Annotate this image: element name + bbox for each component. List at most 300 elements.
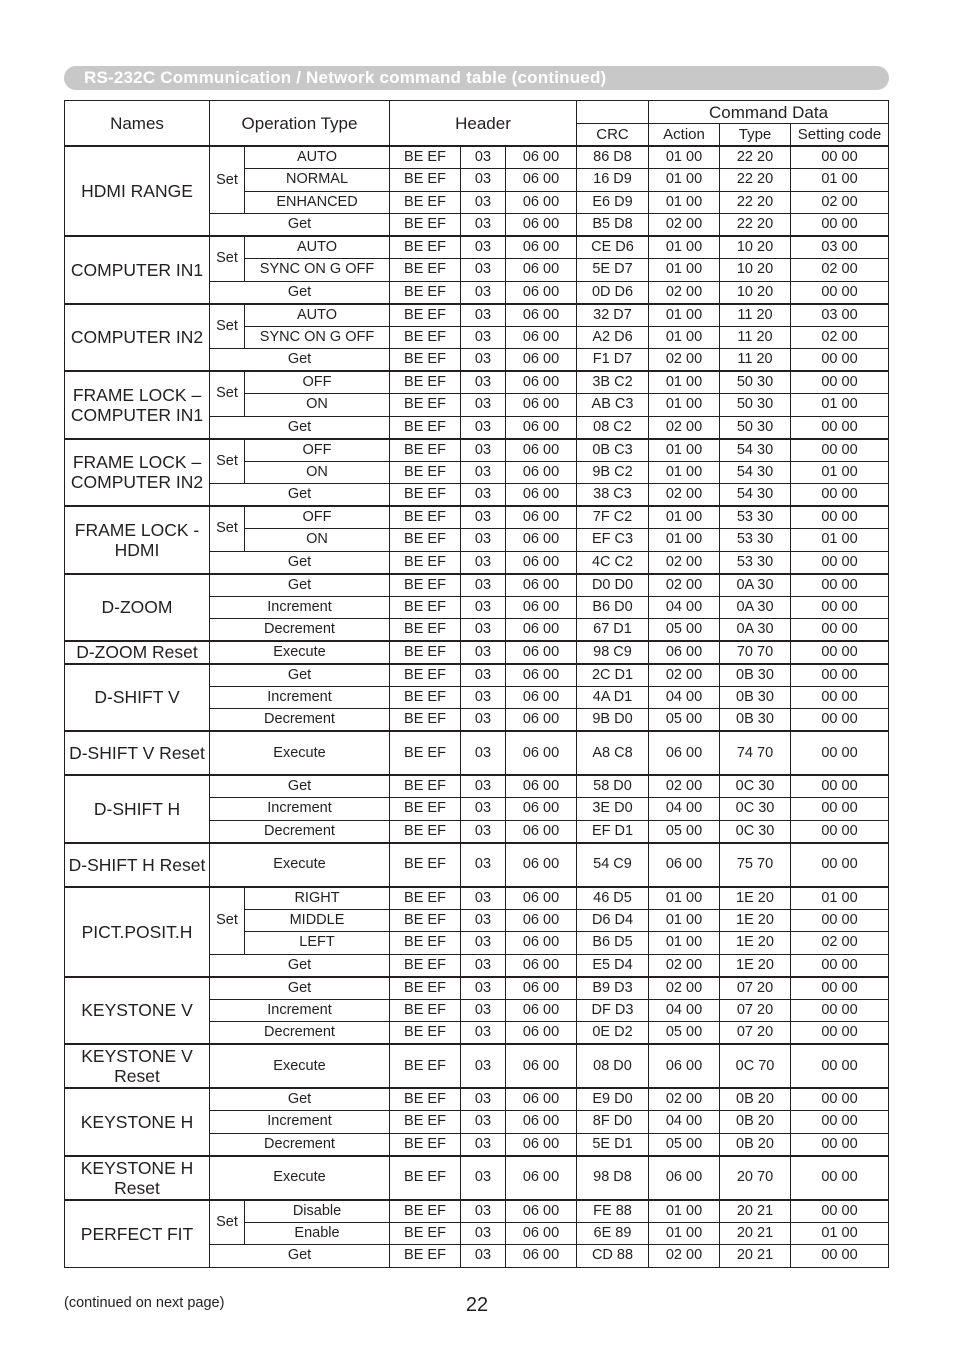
table-row [65, 371, 889, 394]
header-cell: 03 [461, 371, 506, 394]
setting-code-cell: 00 00 [791, 686, 889, 709]
header-cell: 03 [461, 1156, 506, 1200]
header-setting-code: Setting code [791, 124, 889, 147]
operation-type: Execute [210, 843, 390, 887]
operation-value: OFF [245, 371, 390, 394]
crc-cell: 9B D0 [577, 709, 649, 732]
crc-cell: 4A D1 [577, 686, 649, 709]
setting-code-cell: 03 00 [791, 236, 889, 259]
header-cell: BE EF [390, 664, 461, 687]
crc-cell: 4C C2 [577, 551, 649, 574]
crc-cell: E6 D9 [577, 191, 649, 214]
header-cell: 06 00 [506, 281, 577, 304]
setting-code-cell: 00 00 [791, 619, 889, 642]
command-name: D-ZOOM Reset [65, 641, 210, 664]
setting-code-cell: 00 00 [791, 484, 889, 507]
action-cell: 02 00 [649, 214, 720, 237]
header-cell: 03 [461, 146, 506, 169]
operation-value: SYNC ON G OFF [245, 259, 390, 282]
header-cell: BE EF [390, 619, 461, 642]
action-cell: 04 00 [649, 686, 720, 709]
type-cell: 50 30 [720, 416, 791, 439]
header-cell: BE EF [390, 1133, 461, 1156]
set-label: Set [210, 146, 245, 214]
operation-type: Increment [210, 798, 390, 821]
header-cell: 06 00 [506, 686, 577, 709]
header-cell: 03 [461, 394, 506, 417]
operation-value: LEFT [245, 932, 390, 955]
set-label: Set [210, 439, 245, 484]
type-cell: 54 30 [720, 439, 791, 462]
header-cell: 06 00 [506, 1156, 577, 1200]
header-cell: 06 00 [506, 1222, 577, 1245]
table-row [65, 1200, 889, 1223]
command-name: FRAME LOCK – COMPUTER IN1 [65, 371, 210, 439]
header-cell: 03 [461, 977, 506, 1000]
command-name: KEYSTONE H [65, 1088, 210, 1156]
setting-code-cell: 00 00 [791, 1088, 889, 1111]
header-cell: BE EF [390, 326, 461, 349]
header-cell: 06 00 [506, 641, 577, 664]
crc-cell: 86 D8 [577, 146, 649, 169]
crc-cell: 0D D6 [577, 281, 649, 304]
setting-code-cell: 00 00 [791, 798, 889, 821]
header-cell: BE EF [390, 1022, 461, 1045]
action-cell: 06 00 [649, 1044, 720, 1088]
crc-cell: 54 C9 [577, 843, 649, 887]
header-cell: 06 00 [506, 1133, 577, 1156]
action-cell: 02 00 [649, 349, 720, 372]
setting-code-cell: 00 00 [791, 214, 889, 237]
header-cell: 03 [461, 281, 506, 304]
operation-value: AUTO [245, 146, 390, 169]
action-cell: 02 00 [649, 281, 720, 304]
type-cell: 74 70 [720, 731, 791, 775]
header-cell: BE EF [390, 887, 461, 910]
header-cell: 03 [461, 506, 506, 529]
setting-code-cell: 00 00 [791, 439, 889, 462]
header-cell: 06 00 [506, 529, 577, 552]
action-cell: 01 00 [649, 932, 720, 955]
header-cell: BE EF [390, 1222, 461, 1245]
operation-type: Get [210, 977, 390, 1000]
crc-cell: 8F D0 [577, 1111, 649, 1134]
operation-value: AUTO [245, 304, 390, 327]
type-cell: 0A 30 [720, 596, 791, 619]
type-cell: 20 21 [720, 1245, 791, 1268]
operation-type: Get [210, 281, 390, 304]
crc-cell: 6E 89 [577, 1222, 649, 1245]
operation-type: Execute [210, 731, 390, 775]
command-name: KEYSTONE V Reset [65, 1044, 210, 1088]
crc-cell: DF D3 [577, 999, 649, 1022]
operation-type: Execute [210, 1156, 390, 1200]
header-cell: 06 00 [506, 349, 577, 372]
header-cell: 06 00 [506, 439, 577, 462]
operation-type: Increment [210, 1111, 390, 1134]
setting-code-cell: 01 00 [791, 461, 889, 484]
action-cell: 01 00 [649, 1222, 720, 1245]
crc-cell: B6 D0 [577, 596, 649, 619]
crc-cell: EF C3 [577, 529, 649, 552]
header-cell: 06 00 [506, 394, 577, 417]
operation-value: ON [245, 461, 390, 484]
setting-code-cell: 00 00 [791, 596, 889, 619]
setting-code-cell: 00 00 [791, 551, 889, 574]
header-cell: BE EF [390, 843, 461, 887]
command-name: D-SHIFT V [65, 664, 210, 732]
header-cell: 03 [461, 439, 506, 462]
crc-cell: 58 D0 [577, 775, 649, 798]
crc-cell: 08 C2 [577, 416, 649, 439]
type-cell: 0B 20 [720, 1133, 791, 1156]
command-name: COMPUTER IN1 [65, 236, 210, 304]
operation-value: ON [245, 529, 390, 552]
header-cell: BE EF [390, 281, 461, 304]
action-cell: 02 00 [649, 954, 720, 977]
type-cell: 1E 20 [720, 932, 791, 955]
header-cell: 06 00 [506, 954, 577, 977]
header-cell: 03 [461, 169, 506, 192]
set-label: Set [210, 304, 245, 349]
header-cell: BE EF [390, 551, 461, 574]
crc-cell: 98 D8 [577, 1156, 649, 1200]
type-cell: 1E 20 [720, 909, 791, 932]
header-cell: 03 [461, 259, 506, 282]
crc-cell: F1 D7 [577, 349, 649, 372]
action-cell: 06 00 [649, 641, 720, 664]
header-cell: 03 [461, 529, 506, 552]
setting-code-cell: 00 00 [791, 1156, 889, 1200]
header-cell: BE EF [390, 999, 461, 1022]
header-cell: 03 [461, 214, 506, 237]
operation-type: Decrement [210, 1022, 390, 1045]
header-cell: BE EF [390, 574, 461, 597]
type-cell: 0C 30 [720, 798, 791, 821]
header-cell: BE EF [390, 709, 461, 732]
setting-code-cell: 00 00 [791, 1245, 889, 1268]
crc-cell: A2 D6 [577, 326, 649, 349]
type-cell: 50 30 [720, 394, 791, 417]
header-command-data: Command Data [649, 101, 889, 124]
crc-cell: 16 D9 [577, 169, 649, 192]
page-number: 22 [465, 1294, 489, 1316]
header-cell: 03 [461, 349, 506, 372]
header-cell: 06 00 [506, 1111, 577, 1134]
crc-cell: D6 D4 [577, 909, 649, 932]
table-row [65, 236, 889, 259]
action-cell: 01 00 [649, 439, 720, 462]
operation-value: MIDDLE [245, 909, 390, 932]
table-row [65, 641, 889, 664]
setting-code-cell: 01 00 [791, 887, 889, 910]
action-cell: 01 00 [649, 371, 720, 394]
setting-code-cell: 00 00 [791, 843, 889, 887]
setting-code-cell: 00 00 [791, 1200, 889, 1223]
type-cell: 22 20 [720, 214, 791, 237]
header-cell: 06 00 [506, 304, 577, 327]
type-cell: 07 20 [720, 1022, 791, 1045]
setting-code-cell: 00 00 [791, 641, 889, 664]
header-cell: 03 [461, 820, 506, 843]
setting-code-cell: 01 00 [791, 394, 889, 417]
header-cell: 03 [461, 1022, 506, 1045]
header-cell: 06 00 [506, 709, 577, 732]
action-cell: 05 00 [649, 820, 720, 843]
header-cell: BE EF [390, 731, 461, 775]
header-cell: BE EF [390, 954, 461, 977]
header-crc-top [577, 101, 649, 124]
command-name: KEYSTONE V [65, 977, 210, 1045]
header-cell: 06 00 [506, 775, 577, 798]
header-cell: 03 [461, 1133, 506, 1156]
header-cell: 06 00 [506, 999, 577, 1022]
header-cell: BE EF [390, 169, 461, 192]
setting-code-cell: 00 00 [791, 1133, 889, 1156]
action-cell: 01 00 [649, 326, 720, 349]
setting-code-cell: 02 00 [791, 259, 889, 282]
type-cell: 22 20 [720, 146, 791, 169]
header-cell: BE EF [390, 1088, 461, 1111]
set-label: Set [210, 506, 245, 551]
operation-type: Decrement [210, 709, 390, 732]
header-cell: 03 [461, 326, 506, 349]
header-cell: 03 [461, 686, 506, 709]
header-cell: 03 [461, 1222, 506, 1245]
header-cell: BE EF [390, 371, 461, 394]
header-operation-type: Operation Type [210, 101, 390, 147]
type-cell: 0C 30 [720, 775, 791, 798]
setting-code-cell: 00 00 [791, 1022, 889, 1045]
type-cell: 20 70 [720, 1156, 791, 1200]
header-cell: BE EF [390, 416, 461, 439]
header-cell: BE EF [390, 529, 461, 552]
operation-value: SYNC ON G OFF [245, 326, 390, 349]
header-cell: 06 00 [506, 619, 577, 642]
operation-value: AUTO [245, 236, 390, 259]
operation-type: Increment [210, 999, 390, 1022]
header-cell: 06 00 [506, 1245, 577, 1268]
crc-cell: 46 D5 [577, 887, 649, 910]
header-cell: 03 [461, 484, 506, 507]
type-cell: 1E 20 [720, 954, 791, 977]
header-cell: BE EF [390, 909, 461, 932]
type-cell: 0B 30 [720, 709, 791, 732]
header-cell: 03 [461, 551, 506, 574]
operation-type: Increment [210, 686, 390, 709]
type-cell: 0B 30 [720, 686, 791, 709]
header-cell: 06 00 [506, 326, 577, 349]
crc-cell: 3B C2 [577, 371, 649, 394]
type-cell: 0B 20 [720, 1088, 791, 1111]
type-cell: 11 20 [720, 304, 791, 327]
operation-type: Get [210, 775, 390, 798]
type-cell: 0B 20 [720, 1111, 791, 1134]
action-cell: 02 00 [649, 551, 720, 574]
operation-type: Execute [210, 641, 390, 664]
header-cell: 06 00 [506, 1044, 577, 1088]
operation-type: Get [210, 484, 390, 507]
table-row [65, 664, 889, 687]
action-cell: 01 00 [649, 506, 720, 529]
crc-cell: D0 D0 [577, 574, 649, 597]
header-cell: 06 00 [506, 1022, 577, 1045]
table-row [65, 1156, 889, 1200]
header-cell: 03 [461, 775, 506, 798]
header-cell: BE EF [390, 259, 461, 282]
header-cell: BE EF [390, 214, 461, 237]
setting-code-cell: 02 00 [791, 932, 889, 955]
header-cell: 03 [461, 574, 506, 597]
header-cell: 03 [461, 461, 506, 484]
action-cell: 02 00 [649, 416, 720, 439]
crc-cell: B5 D8 [577, 214, 649, 237]
command-name: D-SHIFT H [65, 775, 210, 843]
operation-type: Get [210, 1088, 390, 1111]
header-cell: BE EF [390, 236, 461, 259]
header-cell: 03 [461, 932, 506, 955]
action-cell: 06 00 [649, 731, 720, 775]
action-cell: 02 00 [649, 664, 720, 687]
command-name: D-SHIFT V Reset [65, 731, 210, 775]
type-cell: 10 20 [720, 281, 791, 304]
crc-cell: A8 C8 [577, 731, 649, 775]
table-row [65, 1088, 889, 1111]
crc-cell: 0B C3 [577, 439, 649, 462]
setting-code-cell: 00 00 [791, 709, 889, 732]
operation-type: Get [210, 1245, 390, 1268]
command-table-body [65, 146, 889, 1267]
header-cell: 03 [461, 619, 506, 642]
table-row [65, 775, 889, 798]
header-cell: 03 [461, 1111, 506, 1134]
header-cell: 03 [461, 1200, 506, 1223]
table-row [65, 887, 889, 910]
type-cell: 07 20 [720, 977, 791, 1000]
setting-code-cell: 00 00 [791, 1044, 889, 1088]
command-name: FRAME LOCK - HDMI [65, 506, 210, 574]
action-cell: 01 00 [649, 304, 720, 327]
header-cell: 03 [461, 191, 506, 214]
crc-cell: 32 D7 [577, 304, 649, 327]
operation-type: Get [210, 664, 390, 687]
action-cell: 01 00 [649, 259, 720, 282]
action-cell: 01 00 [649, 909, 720, 932]
action-cell: 01 00 [649, 461, 720, 484]
setting-code-cell: 03 00 [791, 304, 889, 327]
action-cell: 02 00 [649, 484, 720, 507]
header-cell: 06 00 [506, 484, 577, 507]
command-name: COMPUTER IN2 [65, 304, 210, 372]
type-cell: 53 30 [720, 529, 791, 552]
action-cell: 01 00 [649, 1200, 720, 1223]
header-cell: 03 [461, 954, 506, 977]
crc-cell: 67 D1 [577, 619, 649, 642]
setting-code-cell: 00 00 [791, 416, 889, 439]
crc-cell: EF D1 [577, 820, 649, 843]
setting-code-cell: 01 00 [791, 1222, 889, 1245]
setting-code-cell: 00 00 [791, 371, 889, 394]
command-name: PERFECT FIT [65, 1200, 210, 1268]
table-row [65, 977, 889, 1000]
header-cell: BE EF [390, 1111, 461, 1134]
crc-cell: 98 C9 [577, 641, 649, 664]
operation-type: Get [210, 551, 390, 574]
header-cell: 06 00 [506, 191, 577, 214]
header-cell: 03 [461, 416, 506, 439]
header-cell: 06 00 [506, 1088, 577, 1111]
header-cell: 03 [461, 999, 506, 1022]
table-row [65, 731, 889, 775]
setting-code-cell: 00 00 [791, 977, 889, 1000]
set-label: Set [210, 887, 245, 955]
header-cell: BE EF [390, 146, 461, 169]
header-cell: 06 00 [506, 574, 577, 597]
header-cell: 06 00 [506, 371, 577, 394]
operation-type: Get [210, 349, 390, 372]
header-cell: 06 00 [506, 551, 577, 574]
crc-cell: 9B C2 [577, 461, 649, 484]
header-cell: BE EF [390, 304, 461, 327]
type-cell: 22 20 [720, 191, 791, 214]
action-cell: 06 00 [649, 1156, 720, 1200]
header-cell: BE EF [390, 641, 461, 664]
set-label: Set [210, 371, 245, 416]
action-cell: 06 00 [649, 843, 720, 887]
operation-value: OFF [245, 506, 390, 529]
table-row [65, 843, 889, 887]
crc-cell: B6 D5 [577, 932, 649, 955]
command-table [64, 100, 889, 1268]
header-cell: 06 00 [506, 214, 577, 237]
setting-code-cell: 02 00 [791, 326, 889, 349]
header-cell: 06 00 [506, 820, 577, 843]
section-title: RS-232C Communication / Network command table (continued) [84, 68, 607, 87]
header-cell: 06 00 [506, 1200, 577, 1223]
type-cell: 10 20 [720, 259, 791, 282]
action-cell: 01 00 [649, 529, 720, 552]
type-cell: 10 20 [720, 236, 791, 259]
header-cell: 03 [461, 304, 506, 327]
crc-cell: E9 D0 [577, 1088, 649, 1111]
type-cell: 20 21 [720, 1200, 791, 1223]
operation-type: Get [210, 574, 390, 597]
setting-code-cell: 02 00 [791, 191, 889, 214]
setting-code-cell: 00 00 [791, 506, 889, 529]
type-cell: 0A 30 [720, 619, 791, 642]
header-cell: BE EF [390, 686, 461, 709]
type-cell: 54 30 [720, 484, 791, 507]
header-cell: 03 [461, 664, 506, 687]
action-cell: 01 00 [649, 146, 720, 169]
header-cell: 06 00 [506, 169, 577, 192]
action-cell: 05 00 [649, 619, 720, 642]
header-cell: 06 00 [506, 596, 577, 619]
crc-cell: AB C3 [577, 394, 649, 417]
crc-cell: 38 C3 [577, 484, 649, 507]
action-cell: 02 00 [649, 775, 720, 798]
header-cell: 06 00 [506, 887, 577, 910]
setting-code-cell: 00 00 [791, 574, 889, 597]
command-name: KEYSTONE H Reset [65, 1156, 210, 1200]
header-cell: 06 00 [506, 731, 577, 775]
type-cell: 53 30 [720, 506, 791, 529]
operation-value: Enable [245, 1222, 390, 1245]
header-cell: 06 00 [506, 146, 577, 169]
type-cell: 75 70 [720, 843, 791, 887]
header-cell: 03 [461, 709, 506, 732]
header-cell: BE EF [390, 506, 461, 529]
